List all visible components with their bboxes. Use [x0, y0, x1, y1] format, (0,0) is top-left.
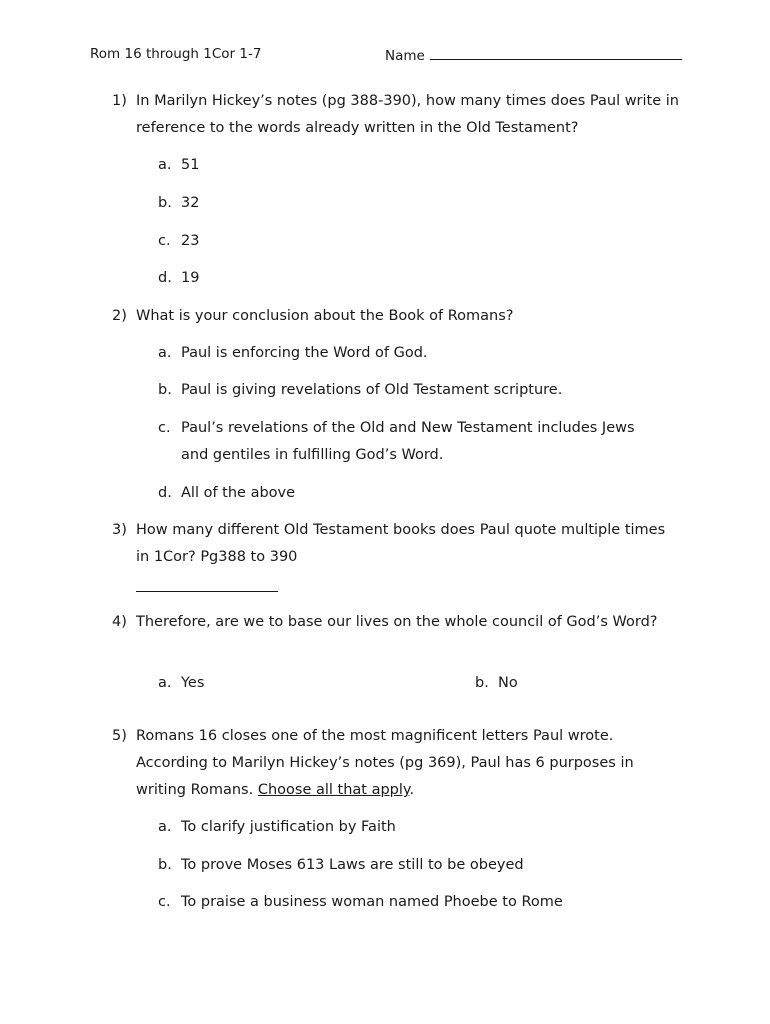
- question-2-option-c[interactable]: [158, 415, 640, 469]
- option-text: Paul is giving revelations of Old Testament scripture.: [181, 382, 563, 398]
- question-text-end: .: [409, 782, 415, 798]
- question-2: [112, 303, 682, 330]
- option-letter: c.: [158, 420, 171, 436]
- option-letter: b.: [158, 382, 172, 398]
- question-number: 4): [112, 614, 127, 630]
- option-text: No: [498, 675, 518, 691]
- option-letter: a.: [158, 345, 172, 361]
- question-3: [112, 517, 682, 571]
- question-number: 2): [112, 308, 127, 324]
- option-letter: b.: [158, 857, 172, 873]
- question-1-option-a[interactable]: [158, 152, 658, 179]
- question-number: 1): [112, 93, 127, 109]
- question-5-option-a[interactable]: [158, 814, 658, 841]
- question-2-option-d[interactable]: [158, 480, 658, 507]
- name-blank-line[interactable]: [430, 46, 682, 60]
- question-2-option-a[interactable]: [158, 340, 658, 367]
- option-letter: a.: [158, 157, 172, 173]
- question-text: What is your conclusion about the Book of Romans?: [136, 308, 514, 324]
- question-4-option-a[interactable]: [158, 670, 358, 697]
- question-1-option-c[interactable]: [158, 228, 658, 255]
- option-text: To clarify justification by Faith: [181, 819, 396, 835]
- option-text: 51: [181, 157, 200, 173]
- question-text-main: Romans 16 closes one of the most magnificent letters Paul wrote. According to Marilyn Hickey’s notes (pg 369), Paul has 6 purposes in writing Romans.: [136, 728, 634, 798]
- option-letter: c.: [158, 894, 171, 910]
- question-number: 5): [112, 728, 127, 744]
- question-2-option-b[interactable]: [158, 377, 658, 404]
- option-letter: c.: [158, 233, 171, 249]
- question-5-option-c[interactable]: [158, 889, 658, 916]
- option-text: 32: [181, 195, 200, 211]
- worksheet-title: Rom 16 through 1Cor 1-7: [90, 46, 262, 62]
- question-text: How many different Old Testament books does Paul quote multiple times in 1Cor? Pg388 to 390: [136, 522, 666, 565]
- option-letter: a.: [158, 819, 172, 835]
- page-header: [90, 46, 680, 66]
- question-text: Therefore, are we to base our lives on the whole council of God’s Word?: [136, 614, 658, 630]
- question-5-option-b[interactable]: [158, 852, 658, 879]
- option-text: To prove Moses 613 Laws are still to be obeyed: [181, 857, 524, 873]
- choose-all-instruction: Choose all that apply: [257, 782, 410, 798]
- question-1-option-b[interactable]: [158, 190, 658, 217]
- question-5: [112, 723, 682, 804]
- option-letter: b.: [158, 195, 172, 211]
- answer-blank-line[interactable]: [136, 591, 278, 592]
- option-text: Paul is enforcing the Word of God.: [181, 345, 428, 361]
- question-1: [112, 88, 682, 142]
- option-letter: a.: [158, 675, 172, 691]
- option-text: 23: [181, 233, 200, 249]
- name-field: [385, 46, 682, 64]
- question-text: [136, 723, 682, 804]
- name-label: Name: [385, 48, 425, 64]
- option-text: 19: [181, 270, 200, 286]
- question-1-option-d[interactable]: [158, 265, 658, 292]
- question-number: 3): [112, 522, 127, 538]
- option-text: Paul’s revelations of the Old and New Testament includes Jews and gentiles in fulfilling God’s Word.: [181, 420, 635, 463]
- question-4: [112, 609, 682, 636]
- question-4-option-b[interactable]: [475, 670, 675, 697]
- option-text: To praise a business woman named Phoebe to Rome: [181, 894, 563, 910]
- question-text: In Marilyn Hickey’s notes (pg 388-390), how many times does Paul write in reference to the words already written in the Old Testament?: [136, 93, 679, 136]
- option-letter: d.: [158, 270, 172, 286]
- option-text: All of the above: [181, 485, 296, 501]
- option-letter: d.: [158, 485, 172, 501]
- option-letter: b.: [475, 675, 489, 691]
- option-text: Yes: [181, 675, 205, 691]
